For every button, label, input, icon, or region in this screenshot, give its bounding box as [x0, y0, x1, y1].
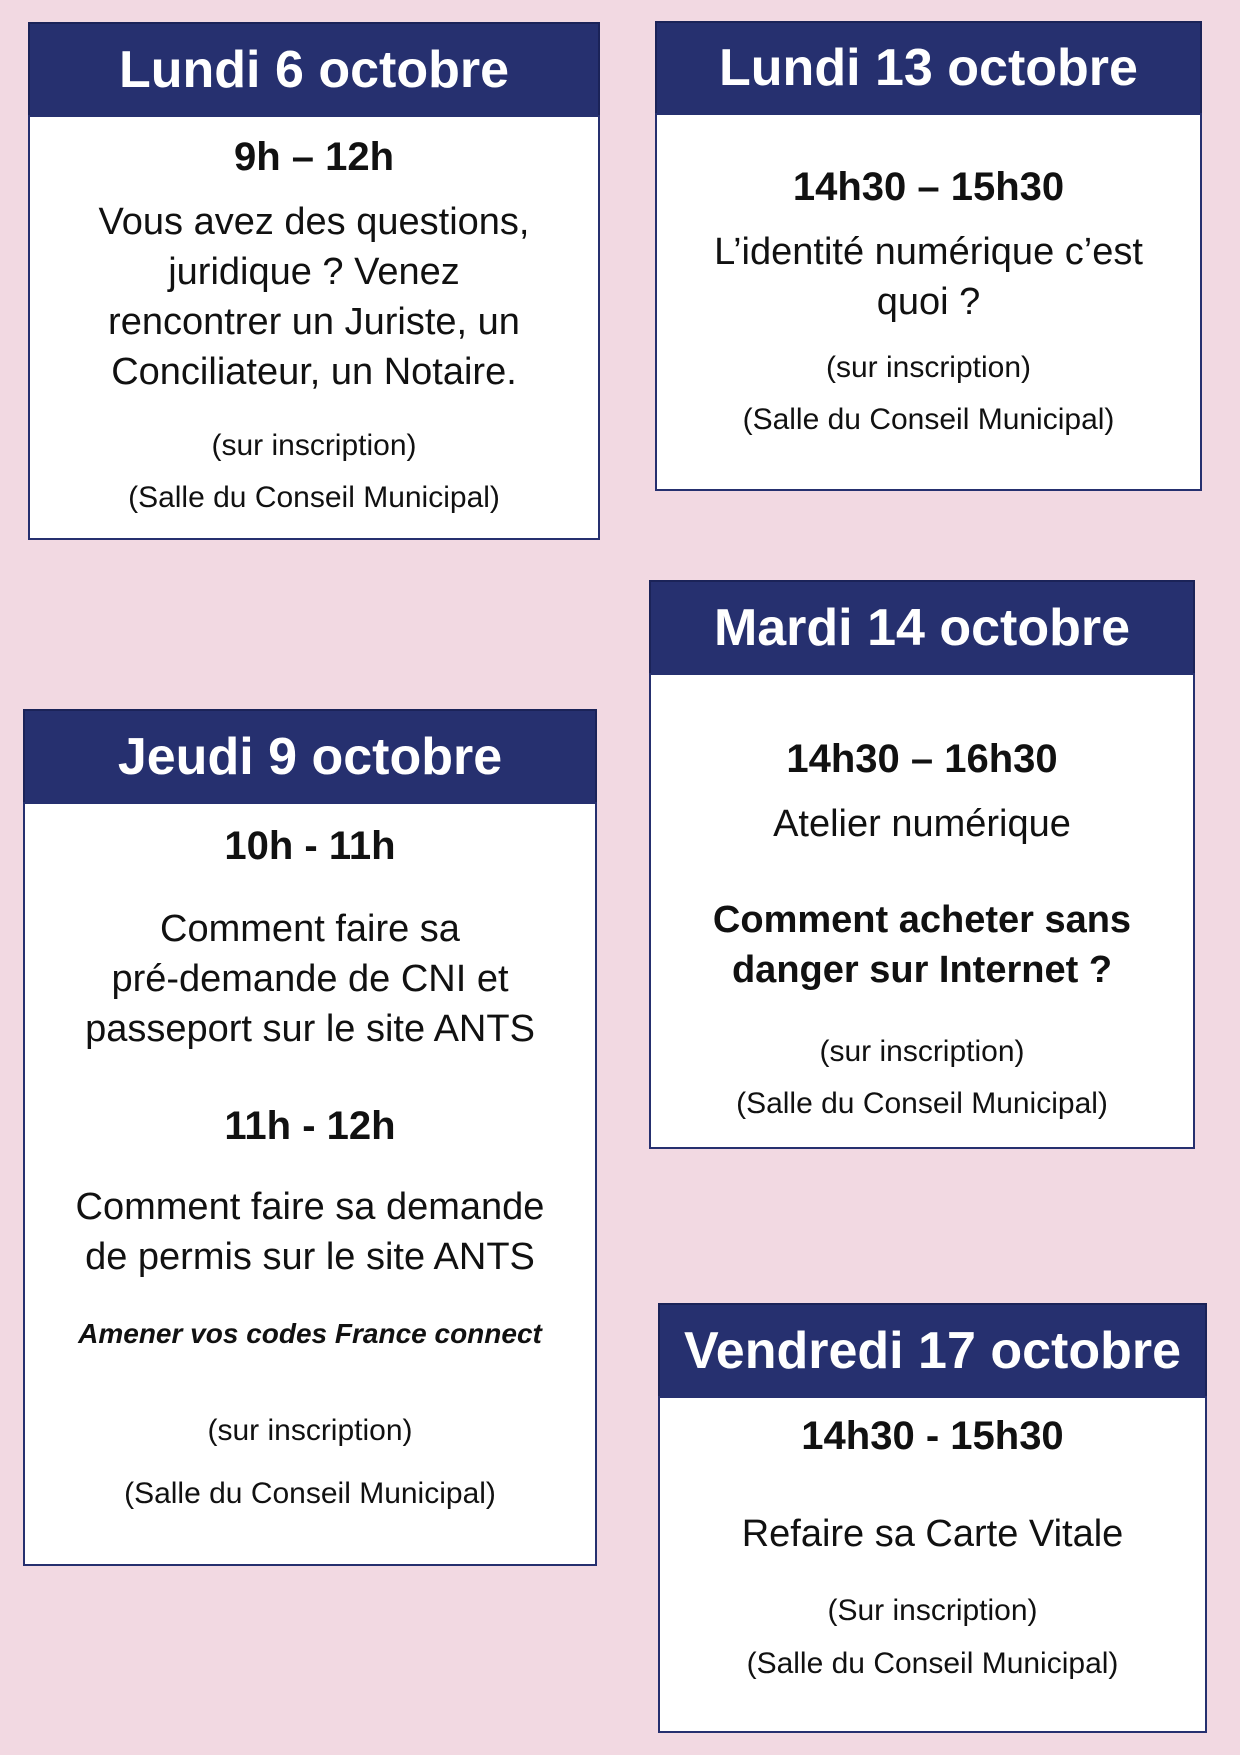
event-description: [30, 197, 598, 397]
description-line: juridique ? Venez: [168, 251, 460, 293]
event-location: (Salle du Conseil Municipal): [742, 403, 1115, 436]
event-time: 14h30 – 16h30: [786, 737, 1058, 781]
description-line: pré-demande de CNI et: [111, 958, 509, 1000]
event-registration: (Sur inscription): [827, 1594, 1038, 1627]
event-time-2: 11h - 12h: [224, 1104, 396, 1148]
event-registration: (sur inscription): [211, 429, 417, 462]
event-registration: (sur inscription): [825, 351, 1032, 384]
event-note: Amener vos codes France connect: [78, 1318, 542, 1349]
event-date-header: Lundi 6 octobre: [28, 22, 600, 117]
description-line: Comment faire sa demande: [75, 1186, 545, 1228]
event-time: 14h30 – 15h30: [792, 165, 1065, 209]
description-line: Comment faire sa: [160, 908, 460, 950]
event-registration: (sur inscription): [207, 1414, 413, 1447]
event-body: [655, 113, 1202, 491]
event-date-header: Mardi 14 octobre: [649, 580, 1195, 675]
event-description-1: [25, 904, 595, 1054]
description-line: L’identité numérique c’est: [714, 231, 1143, 273]
event-body: [658, 1396, 1207, 1733]
event-location: (Salle du Conseil Municipal): [736, 1087, 1108, 1120]
event-card-jeudi-9: [23, 709, 597, 1566]
event-description-2: [25, 1182, 595, 1282]
description-line: rencontrer un Juriste, un: [108, 301, 520, 343]
event-description: [657, 227, 1200, 327]
event-question: [651, 895, 1193, 995]
question-line: danger sur Internet ?: [731, 949, 1113, 991]
event-location: (Salle du Conseil Municipal): [124, 1477, 496, 1510]
event-location: (Salle du Conseil Municipal): [128, 481, 500, 514]
description-line: Conciliateur, un Notaire.: [111, 351, 517, 393]
event-card-lundi-13: [655, 21, 1202, 491]
event-date-header: Jeudi 9 octobre: [23, 709, 597, 804]
event-description: Atelier numérique: [773, 803, 1071, 845]
description-line: passeport sur le site ANTS: [85, 1008, 535, 1050]
event-description: Refaire sa Carte Vitale: [741, 1513, 1124, 1555]
description-line: de permis sur le site ANTS: [85, 1236, 535, 1278]
event-date-header: Vendredi 17 octobre: [658, 1303, 1207, 1398]
event-card-mardi-14: [649, 580, 1195, 1149]
event-time: 14h30 - 15h30: [801, 1414, 1064, 1458]
event-body: [28, 115, 600, 540]
question-line: Comment acheter sans: [712, 899, 1132, 941]
event-time: 9h – 12h: [233, 135, 395, 179]
event-card-lundi-6: [28, 22, 600, 540]
event-registration: (sur inscription): [819, 1035, 1025, 1068]
event-date-header: Lundi 13 octobre: [655, 21, 1202, 115]
description-line: quoi ?: [876, 281, 981, 323]
event-card-vendredi-17: [658, 1303, 1207, 1733]
description-line: Vous avez des questions,: [98, 201, 530, 243]
event-body: [649, 673, 1195, 1149]
event-body: [23, 802, 597, 1566]
event-location: (Salle du Conseil Municipal): [746, 1647, 1119, 1680]
event-time-1: 10h - 11h: [224, 824, 396, 868]
